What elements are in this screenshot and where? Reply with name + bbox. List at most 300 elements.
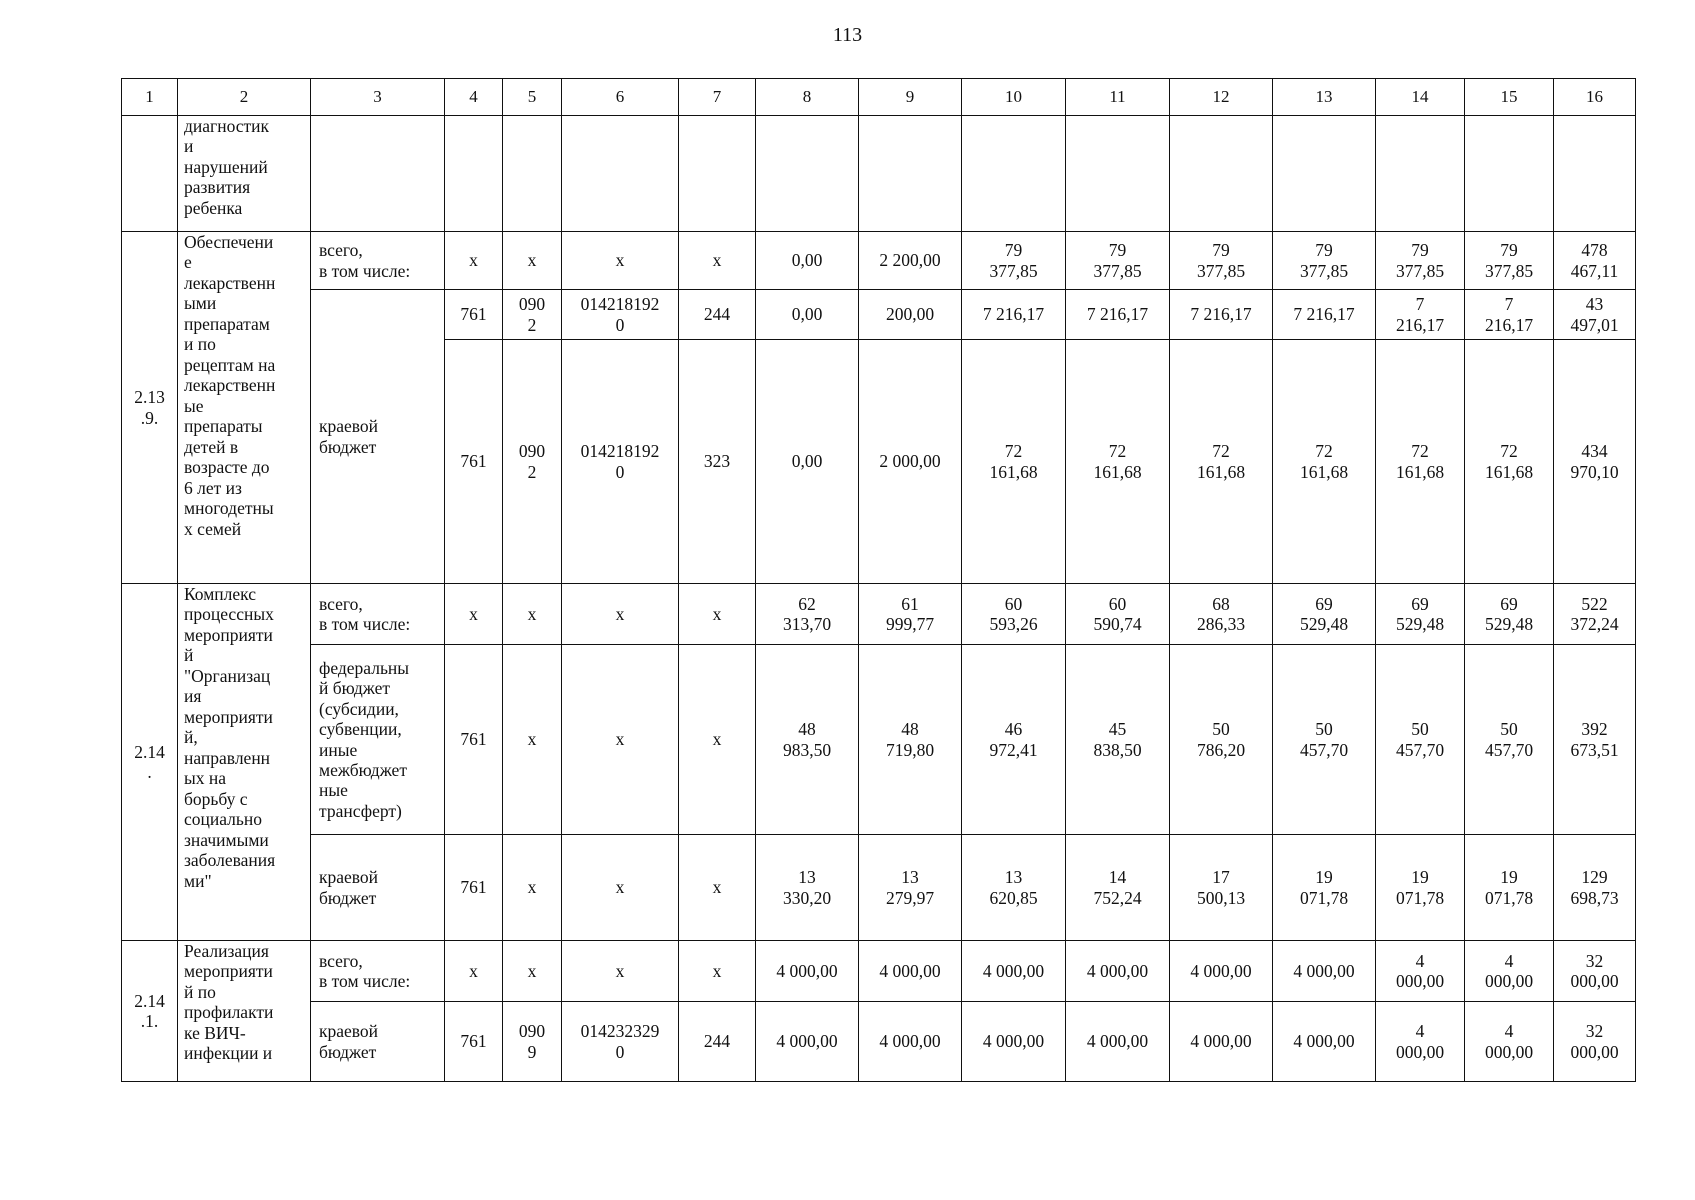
cell-line: 69 <box>1315 593 1333 614</box>
header-cell: 8 <box>756 79 859 116</box>
cell-line: субвенции, <box>319 719 402 740</box>
table-row <box>122 290 1636 340</box>
cell-line: социально <box>184 809 262 830</box>
table-cell: x <box>679 835 756 941</box>
table-cell: 0,00 <box>756 290 859 340</box>
cell-line: профилакти <box>184 1002 274 1023</box>
table-cell <box>1465 340 1554 584</box>
cell-line: 467,11 <box>1570 260 1619 281</box>
table-cell: 4 000,00 <box>1170 1002 1273 1082</box>
table-cell: x <box>503 941 562 1002</box>
cell-line: 457,70 <box>1395 739 1445 760</box>
table-cell: 4 000,00 <box>1273 941 1376 1002</box>
cell-line: 014218192 <box>580 441 660 462</box>
cell-line: федеральны <box>319 657 410 678</box>
measure-name <box>178 232 311 584</box>
cell-line: 46 <box>1004 719 1023 740</box>
cell-line: мероприяти <box>184 706 273 727</box>
cell-line: й бюджет <box>319 678 391 699</box>
cell-line: 014232329 <box>580 1021 660 1042</box>
cell-line: инфекции и <box>184 1043 273 1064</box>
table-cell <box>1376 340 1465 584</box>
cell-line: ых на <box>184 768 227 789</box>
table-cell <box>1170 584 1273 645</box>
table-row <box>122 941 1636 1002</box>
cell-line: 673,51 <box>1570 739 1619 760</box>
cell-line: лекарственн <box>184 272 276 293</box>
cell-line: борьбу с <box>184 788 248 809</box>
table-row <box>122 645 1636 835</box>
table-cell: 761 <box>445 645 503 835</box>
cell-line: 786,20 <box>1196 739 1246 760</box>
cell-line: и по <box>184 334 216 355</box>
table-cell: x <box>562 835 679 941</box>
cell-line: процессных <box>184 604 274 625</box>
table-cell <box>1554 232 1636 290</box>
table-cell <box>962 232 1066 290</box>
cell-line: Комплекс <box>184 584 256 604</box>
cell-line: 014218192 <box>580 294 660 315</box>
cell-line: направленн <box>184 747 271 768</box>
table-cell <box>962 645 1066 835</box>
cell-line: 377,85 <box>1093 260 1142 281</box>
table-cell: x <box>445 232 503 290</box>
cell-line: 000,00 <box>1570 1041 1619 1062</box>
table-cell: x <box>562 232 679 290</box>
cell-line: 330,20 <box>782 887 832 908</box>
cell-line: 372,24 <box>1570 614 1619 634</box>
table-cell: 2 000,00 <box>859 340 962 584</box>
cell-line: 129 <box>1581 867 1608 888</box>
cell-line: 071,78 <box>1395 887 1445 908</box>
source-label <box>311 941 445 1002</box>
cell-line: 72 <box>1212 441 1230 462</box>
table-cell: 2 200,00 <box>859 232 962 290</box>
source-label <box>311 1002 445 1082</box>
cell-line: е <box>184 252 192 273</box>
cell-line: краевой <box>319 867 379 888</box>
cell-line: 983,50 <box>782 739 832 760</box>
table-cell <box>1376 835 1465 941</box>
table-cell <box>1376 584 1465 645</box>
header-cell: 13 <box>1273 79 1376 116</box>
table-cell <box>1066 645 1170 835</box>
table-cell: 200,00 <box>859 290 962 340</box>
cell-line: .9. <box>140 407 159 428</box>
table-cell <box>1170 835 1273 941</box>
cell-line: 522 <box>1581 593 1608 614</box>
table-cell <box>1376 1002 1465 1082</box>
cell-line: препаратам <box>184 313 270 334</box>
table-cell: 761 <box>445 340 503 584</box>
cell-line: 0 <box>615 1041 625 1062</box>
cell-line: 79 <box>1500 240 1518 261</box>
table-cell <box>1066 340 1170 584</box>
table-cell: x <box>503 645 562 835</box>
table-row <box>122 1002 1636 1082</box>
cell-line: 377,85 <box>1484 260 1534 281</box>
cell-line: в том числе: <box>319 971 411 991</box>
table-cell: 7 216,17 <box>1273 290 1376 340</box>
cell-line: 0 <box>615 461 625 482</box>
header-cell: 15 <box>1465 79 1554 116</box>
table-cell: x <box>562 584 679 645</box>
header-cell: 14 <box>1376 79 1465 116</box>
cell-line: 79 <box>1108 240 1127 261</box>
budget-table <box>121 78 1636 1082</box>
table-cell <box>962 116 1066 232</box>
table-cell <box>1554 835 1636 941</box>
table-cell <box>679 116 756 232</box>
cell-line: 50 <box>1315 719 1333 740</box>
cell-line: 6 лет из <box>184 477 242 498</box>
cell-line: 000,00 <box>1484 971 1534 991</box>
header-cell: 9 <box>859 79 962 116</box>
cell-line: иные <box>319 739 358 760</box>
table-cell <box>859 835 962 941</box>
table-row <box>122 835 1636 941</box>
cell-line: мероприяти <box>184 624 273 645</box>
cell-line: мероприяти <box>184 961 273 982</box>
cell-line: й <box>184 645 194 666</box>
cell-line: 313,70 <box>782 614 832 634</box>
table-cell <box>122 116 178 232</box>
table-cell: 323 <box>679 340 756 584</box>
page-number: 113 <box>832 24 863 46</box>
cell-line: 161,68 <box>1196 461 1246 482</box>
table-cell: 4 000,00 <box>859 941 962 1002</box>
table-cell <box>503 116 562 232</box>
table-cell: 4 000,00 <box>859 1002 962 1082</box>
cell-line: 457,70 <box>1299 739 1349 760</box>
cell-line: 19 <box>1500 867 1518 888</box>
measure-number <box>122 584 178 941</box>
table-cell: x <box>503 584 562 645</box>
table-cell <box>1273 584 1376 645</box>
cell-line: 698,73 <box>1570 887 1619 908</box>
table-cell <box>1273 645 1376 835</box>
table-cell <box>1066 116 1170 232</box>
table-cell: 761 <box>445 290 503 340</box>
cell-line: 478 <box>1581 240 1608 261</box>
header-cell: 4 <box>445 79 503 116</box>
table-cell <box>1066 584 1170 645</box>
table-cell <box>562 1002 679 1082</box>
table-cell <box>1465 645 1554 835</box>
cell-line: бюджет <box>319 887 377 908</box>
cell-line: 279,97 <box>885 887 935 908</box>
cell-line: 17 <box>1212 867 1230 888</box>
cell-line: 071,78 <box>1484 887 1534 908</box>
cell-line: в том числе: <box>319 260 411 281</box>
table-cell: x <box>562 941 679 1002</box>
table-cell: x <box>503 232 562 290</box>
table-cell <box>1465 116 1554 232</box>
source-label <box>311 232 445 290</box>
table-cell: 7 216,17 <box>1066 290 1170 340</box>
table-cell <box>503 290 562 340</box>
table-cell <box>1170 340 1273 584</box>
table-cell: 4 000,00 <box>1066 1002 1170 1082</box>
table-cell <box>562 116 679 232</box>
table-cell <box>1465 835 1554 941</box>
table-cell <box>1465 584 1554 645</box>
table-cell <box>1554 340 1636 584</box>
cell-line: 377,85 <box>1395 260 1445 281</box>
header-cell: 3 <box>311 79 445 116</box>
table-cell <box>503 340 562 584</box>
cell-line: 13 <box>901 867 919 888</box>
cell-line: 48 <box>798 719 816 740</box>
table-cell <box>756 584 859 645</box>
cell-line: й, <box>184 727 198 748</box>
cell-line: (субсидии, <box>319 698 399 719</box>
cell-line: ные <box>319 780 348 801</box>
cell-line: 4 <box>1504 1021 1514 1042</box>
measure-name <box>178 941 311 1082</box>
source-label <box>311 645 445 835</box>
table-cell <box>1066 835 1170 941</box>
cell-line: 72 <box>1411 441 1429 462</box>
cell-line: 000,00 <box>1570 971 1619 991</box>
cell-line: 4 <box>1415 1021 1425 1042</box>
cell-line: детей в <box>184 436 239 457</box>
cell-line: 2.14 <box>134 990 165 1011</box>
table-cell <box>1273 340 1376 584</box>
cell-line: 2.14 <box>134 741 165 762</box>
table-cell <box>962 584 1066 645</box>
cell-line: 529,48 <box>1484 614 1534 634</box>
cell-line: 970,10 <box>1570 461 1619 482</box>
table-cell <box>1376 941 1465 1002</box>
cell-line: заболевания <box>184 850 276 871</box>
cell-line: многодетны <box>184 498 274 519</box>
cell-line: 61 <box>901 593 919 614</box>
cell-line: 79 <box>1004 240 1023 261</box>
cell-line: 14 <box>1108 867 1127 888</box>
cell-line: 60 <box>1108 593 1127 614</box>
cell-line: 090 <box>518 294 546 315</box>
cell-line: 000,00 <box>1395 1041 1445 1062</box>
cell-line: 72 <box>1315 441 1333 462</box>
cell-line: 434 <box>1581 441 1608 462</box>
table-cell: 4 000,00 <box>1273 1002 1376 1082</box>
cell-line: 593,26 <box>989 614 1038 634</box>
table-cell: 4 000,00 <box>1170 941 1273 1002</box>
cell-line: 2 <box>527 314 537 335</box>
cell-line: 72 <box>1500 441 1518 462</box>
cell-line: ребенка <box>184 197 243 218</box>
cell-line: 161,68 <box>1395 461 1445 482</box>
cell-line: 60 <box>1004 593 1023 614</box>
cell-line: всего, <box>319 950 363 971</box>
cell-line: краевой <box>319 1021 379 1042</box>
table-cell <box>962 835 1066 941</box>
table-cell <box>756 645 859 835</box>
cell-line: Обеспечени <box>184 232 274 252</box>
cell-line: 72 <box>1108 441 1127 462</box>
table-cell: 4 000,00 <box>962 1002 1066 1082</box>
cell-line: 090 <box>518 441 546 462</box>
cell-line: 50 <box>1411 719 1429 740</box>
cell-line: 161,68 <box>1093 461 1142 482</box>
cell-line: 216,17 <box>1484 314 1534 335</box>
cell-line: 457,70 <box>1484 739 1534 760</box>
cell-line: 62 <box>798 593 816 614</box>
table-cell <box>1465 1002 1554 1082</box>
cell-line: "Организац <box>184 665 271 686</box>
cell-line: 838,50 <box>1093 739 1142 760</box>
cell-line: 2 <box>527 461 537 482</box>
table-cell: 7 216,17 <box>962 290 1066 340</box>
table-cell: x <box>679 232 756 290</box>
table-cell: 0,00 <box>756 340 859 584</box>
cell-line: диагностик <box>184 116 270 136</box>
table-row <box>122 584 1636 645</box>
cell-line: х семей <box>184 518 242 539</box>
cell-line: 529,48 <box>1299 614 1349 634</box>
cell-line: 529,48 <box>1395 614 1445 634</box>
cell-line: ия <box>184 686 202 707</box>
cell-line: 286,33 <box>1196 614 1246 634</box>
cell-line: нарушений <box>184 156 268 177</box>
table-cell <box>1554 941 1636 1002</box>
cell-line: бюджет <box>319 436 377 457</box>
table-cell: x <box>679 584 756 645</box>
table-row <box>122 232 1636 290</box>
cell-line: возрасте до <box>184 457 270 478</box>
cell-line: ые <box>184 395 204 416</box>
table-cell <box>503 1002 562 1082</box>
cell-line: 2.13 <box>134 387 165 408</box>
cell-line: .1. <box>140 1011 159 1031</box>
cell-line: 972,41 <box>989 739 1038 760</box>
table-cell <box>1273 835 1376 941</box>
header-cell: 10 <box>962 79 1066 116</box>
cell-line: 13 <box>798 867 816 888</box>
cell-line: й по <box>184 981 216 1002</box>
table-cell <box>445 116 503 232</box>
cell-line: 620,85 <box>989 887 1038 908</box>
header-cell: 6 <box>562 79 679 116</box>
header-cell: 2 <box>178 79 311 116</box>
cell-line: трансферт) <box>319 800 402 821</box>
table-cell <box>859 584 962 645</box>
cell-line: 161,68 <box>1299 461 1349 482</box>
cell-line: 32 <box>1585 1021 1604 1042</box>
header-row <box>122 79 1636 116</box>
cell-line: ке ВИЧ- <box>184 1022 246 1043</box>
cell-line: . <box>147 762 152 782</box>
cell-line: ыми <box>184 293 217 314</box>
table-cell: 4 000,00 <box>1066 941 1170 1002</box>
cell-line: 7 <box>1415 294 1425 315</box>
cell-line: 68 <box>1212 593 1230 614</box>
table-cell <box>1376 232 1465 290</box>
cell-line: 392 <box>1581 719 1608 740</box>
header-cell: 5 <box>503 79 562 116</box>
table-cell: x <box>445 941 503 1002</box>
cell-line: 19 <box>1411 867 1429 888</box>
cell-line: 4 <box>1504 950 1514 971</box>
table-cell <box>756 835 859 941</box>
cell-line: всего, <box>319 240 363 261</box>
cell-line: рецептам на <box>184 354 276 375</box>
cell-line: 50 <box>1500 719 1518 740</box>
measure-number <box>122 941 178 1082</box>
cell-line: в том числе: <box>319 614 411 634</box>
header-cell: 1 <box>122 79 178 116</box>
cell-line: 590,74 <box>1093 614 1142 634</box>
cell-line: 999,77 <box>885 614 935 634</box>
cell-line: 377,85 <box>1299 260 1349 281</box>
cell-line: 752,24 <box>1093 887 1142 908</box>
table-cell: 244 <box>679 1002 756 1082</box>
cell-line: 48 <box>901 719 919 740</box>
table-cell: x <box>445 584 503 645</box>
table-cell: x <box>562 645 679 835</box>
cell-line: всего, <box>319 593 363 614</box>
table-cell: 761 <box>445 835 503 941</box>
cell-line: 500,13 <box>1196 887 1246 908</box>
cell-line: 377,85 <box>1196 260 1246 281</box>
cell-line: 79 <box>1212 240 1230 261</box>
cell-line: 13 <box>1004 867 1023 888</box>
table-cell <box>311 116 445 232</box>
header-cell: 7 <box>679 79 756 116</box>
table-cell <box>1170 232 1273 290</box>
table-cell: 4 000,00 <box>756 941 859 1002</box>
table-cell <box>1066 232 1170 290</box>
table-cell <box>562 290 679 340</box>
table-cell <box>1554 584 1636 645</box>
cell-line: 0 <box>615 314 625 335</box>
cell-line: 377,85 <box>989 260 1038 281</box>
cell-line: 161,68 <box>989 461 1038 482</box>
cell-line: 7 <box>1504 294 1514 315</box>
table-cell: 244 <box>679 290 756 340</box>
cell-line: 000,00 <box>1484 1041 1534 1062</box>
cell-line: препараты <box>184 416 263 437</box>
cell-line: 79 <box>1411 240 1429 261</box>
cell-line: 090 <box>518 1021 546 1042</box>
cell-line: 43 <box>1585 294 1604 315</box>
cell-line: межбюджет <box>319 759 407 780</box>
cell-line: лекарственн <box>184 375 276 396</box>
cell-line: и <box>184 136 194 157</box>
table-cell: 0,00 <box>756 232 859 290</box>
cell-line: 216,17 <box>1395 314 1445 335</box>
cell-line: 79 <box>1315 240 1333 261</box>
table-cell <box>1376 290 1465 340</box>
cell-line: 69 <box>1411 593 1429 614</box>
measure-name <box>178 116 311 232</box>
cell-line: 161,68 <box>1484 461 1534 482</box>
cell-line: бюджет <box>319 1041 377 1062</box>
cell-line: 45 <box>1108 719 1127 740</box>
cell-line: 000,00 <box>1395 971 1445 991</box>
table-cell <box>1170 116 1273 232</box>
header-cell: 12 <box>1170 79 1273 116</box>
table-cell <box>1465 941 1554 1002</box>
table-cell <box>1170 645 1273 835</box>
measure-name <box>178 584 311 941</box>
header-cell: 16 <box>1554 79 1636 116</box>
source-label <box>311 290 445 584</box>
table-cell <box>1376 645 1465 835</box>
cell-line: Реализация <box>184 941 269 961</box>
cell-line: 19 <box>1315 867 1333 888</box>
